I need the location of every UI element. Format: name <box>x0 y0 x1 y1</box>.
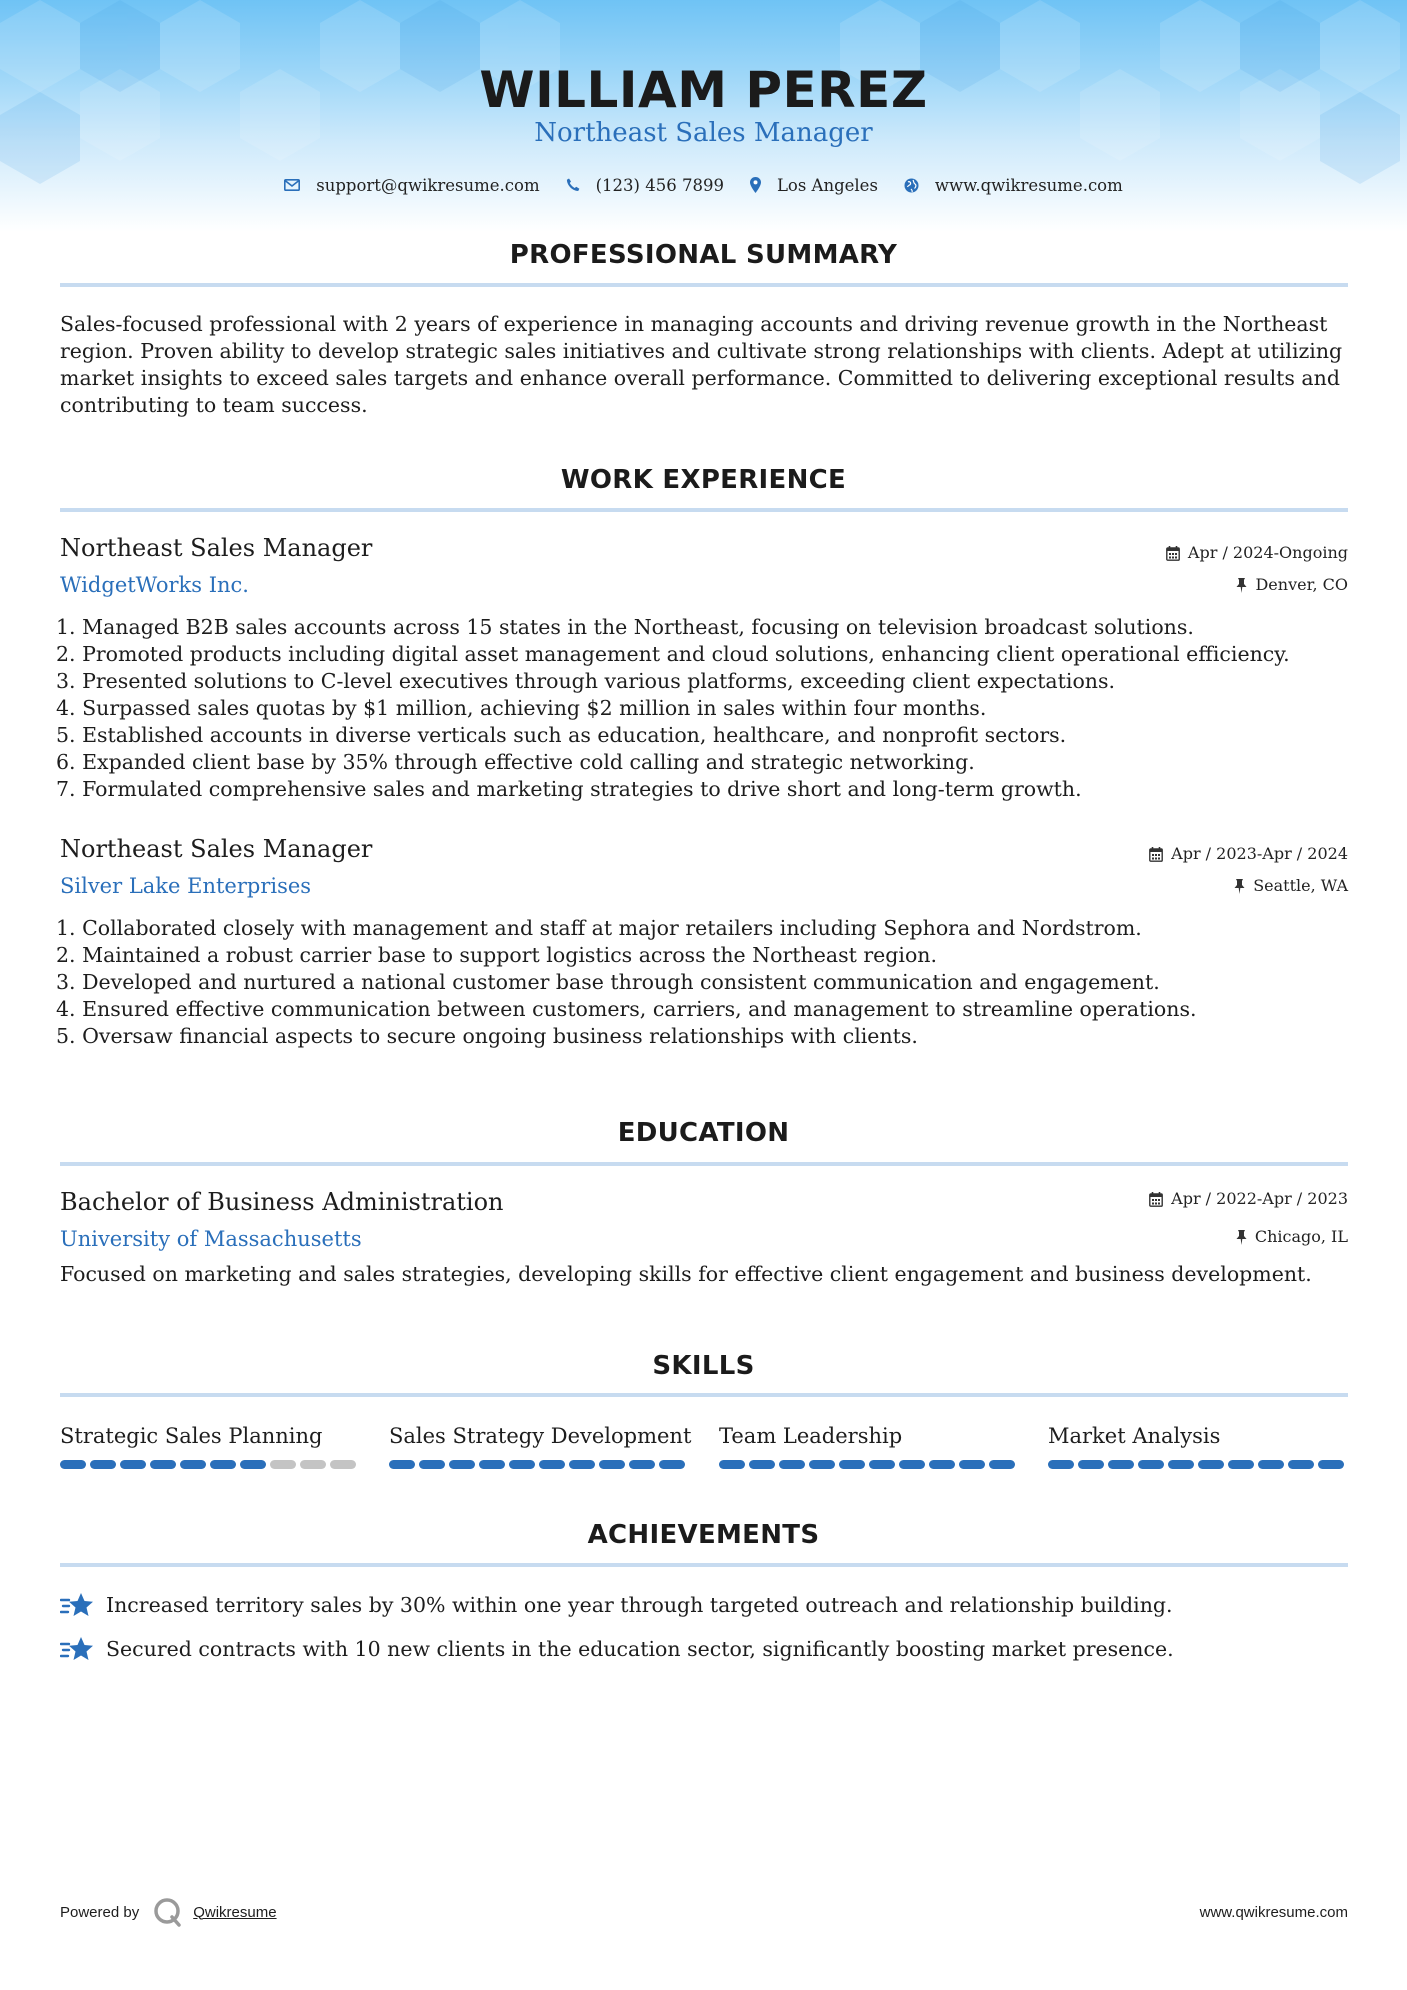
summary-text <box>60 311 1350 419</box>
skill-dot-filled <box>599 1460 625 1469</box>
skill-dot-filled <box>1078 1460 1104 1469</box>
skill-dot-filled <box>929 1460 955 1469</box>
contact-website[interactable] <box>904 176 1123 195</box>
list-item: 1. Collaborated closely with management and staff at major retailers including Sephora and Nordstrom. <box>56 916 1142 940</box>
education-dates-text: Apr / 2022-Apr / 2023 <box>1171 1189 1348 1208</box>
skill-item <box>719 1422 1019 1469</box>
skill-dot-filled <box>449 1460 475 1469</box>
pushpin-icon <box>1236 1230 1247 1245</box>
list-item: 4. Ensured effective communication between customers, carriers, and management to streamline operations. <box>56 997 1197 1021</box>
calendar-icon <box>1149 1192 1163 1207</box>
skill-dot-empty <box>300 1460 326 1469</box>
skill-item <box>1048 1422 1348 1469</box>
summary-line: Sales-focused professional with 2 years of experience in managing accounts and driving revenue growth in the Northeast <box>60 312 1328 336</box>
job-title: Northeast Sales Manager <box>60 835 373 863</box>
summary-line: contributing to team success. <box>60 393 368 417</box>
list-item: 3. Presented solutions to C-level executives through various platforms, exceeding client expectations. <box>56 669 1116 693</box>
job-location-text: Seattle, WA <box>1253 876 1348 895</box>
contact-phone[interactable] <box>566 176 724 195</box>
skill-name: Market Analysis <box>1048 1424 1221 1448</box>
achievement-item <box>60 1591 1350 1619</box>
skill-dot-filled <box>899 1460 925 1469</box>
skill-dot-filled <box>90 1460 116 1469</box>
star-icon <box>60 1635 94 1663</box>
candidate-title: Northeast Sales Manager <box>534 118 873 148</box>
website-text: www.qwikresume.com <box>934 175 1123 195</box>
job-company: WidgetWorks Inc. <box>60 573 249 597</box>
skill-dot-filled <box>1318 1460 1344 1469</box>
contact-email[interactable] <box>284 176 539 195</box>
skill-dot-filled <box>749 1460 775 1469</box>
skill-dot-filled <box>240 1460 266 1469</box>
skill-dot-filled <box>150 1460 176 1469</box>
skill-dot-filled <box>959 1460 985 1469</box>
skill-dot-filled <box>719 1460 745 1469</box>
summary-line: region. Proven ability to develop strategic sales initiatives and cultivate strong relationships with clients. Adept at utilizing <box>60 339 1343 363</box>
education-heading: EDUCATION <box>617 1118 790 1148</box>
qwikresume-logo-icon <box>153 1897 183 1927</box>
contact-bar <box>0 172 1407 198</box>
achievements-divider <box>60 1563 1348 1567</box>
list-item: 7. Formulated comprehensive sales and marketing strategies to drive short and long-term growth. <box>56 777 1082 801</box>
skill-rating <box>1048 1460 1348 1469</box>
summary-divider <box>60 283 1348 287</box>
skill-name: Team Leadership <box>719 1424 903 1448</box>
job-location <box>1236 574 1348 596</box>
skill-dot-filled <box>569 1460 595 1469</box>
skill-dot-filled <box>1168 1460 1194 1469</box>
skill-dot-filled <box>389 1460 415 1469</box>
achievement-text: Secured contracts with 10 new clients in the education sector, significantly boosting market presence. <box>106 1636 1174 1661</box>
education-description: Focused on marketing and sales strategies, developing skills for effective client engagement and business development. <box>60 1262 1312 1286</box>
phone-icon <box>566 178 580 192</box>
location-text: Los Angeles <box>776 175 878 195</box>
job-dates <box>1149 843 1348 865</box>
job-bullets <box>56 614 1356 803</box>
job-dates-text: Apr / 2024-Ongoing <box>1187 543 1348 562</box>
skill-dot-empty <box>330 1460 356 1469</box>
map-marker-icon <box>750 177 761 193</box>
list-item: 1. Managed B2B sales accounts across 15 states in the Northeast, focusing on television broadcast solutions. <box>56 615 1194 639</box>
skill-dot-filled <box>659 1460 685 1469</box>
skill-dot-filled <box>809 1460 835 1469</box>
pushpin-icon <box>1234 879 1245 894</box>
globe-icon <box>904 178 919 193</box>
powered-by-label: Powered by <box>60 1903 140 1921</box>
skill-rating <box>389 1460 689 1469</box>
job-company: Silver Lake Enterprises <box>60 874 312 898</box>
skill-dot-filled <box>419 1460 445 1469</box>
list-item: 4. Surpassed sales quotas by $1 million, achieving $2 million in sales within four months. <box>56 696 987 720</box>
skill-dot-filled <box>869 1460 895 1469</box>
skill-dot-filled <box>539 1460 565 1469</box>
achievements-heading: ACHIEVEMENTS <box>587 1520 820 1550</box>
skill-dot-filled <box>1258 1460 1284 1469</box>
calendar-icon <box>1149 847 1163 862</box>
job-bullets <box>56 915 1356 1050</box>
skill-dot-filled <box>479 1460 505 1469</box>
summary-heading: PROFESSIONAL SUMMARY <box>509 240 898 270</box>
skill-dot-filled <box>839 1460 865 1469</box>
skill-name: Strategic Sales Planning <box>60 1424 323 1448</box>
pushpin-icon <box>1236 578 1247 593</box>
skill-dot-filled <box>1198 1460 1224 1469</box>
skill-item <box>389 1422 692 1469</box>
qwikresume-link[interactable]: Qwikresume <box>193 1903 277 1921</box>
skill-rating <box>60 1460 360 1469</box>
skill-dot-filled <box>210 1460 236 1469</box>
skill-dot-filled <box>1108 1460 1134 1469</box>
job-location <box>1234 875 1348 897</box>
skill-dot-filled <box>1228 1460 1254 1469</box>
skill-rating <box>719 1460 1019 1469</box>
education-degree: Bachelor of Business Administration <box>60 1188 504 1216</box>
skill-dot-filled <box>989 1460 1015 1469</box>
list-item: 5. Established accounts in diverse verticals such as education, healthcare, and nonprofit sectors. <box>56 723 1067 747</box>
job-location-text: Denver, CO <box>1255 575 1348 594</box>
skill-dot-filled <box>1138 1460 1164 1469</box>
skill-dot-filled <box>629 1460 655 1469</box>
experience-heading: WORK EXPERIENCE <box>560 465 847 495</box>
achievement-item <box>60 1635 1350 1663</box>
job-dates-text: Apr / 2023-Apr / 2024 <box>1171 844 1348 863</box>
candidate-name: WILLIAM PEREZ <box>479 61 928 119</box>
list-item: 2. Promoted products including digital asset management and cloud solutions, enhancing client operational efficiency. <box>56 642 1290 666</box>
skill-dot-filled <box>779 1460 805 1469</box>
skill-dot-filled <box>60 1460 86 1469</box>
achievement-text: Increased territory sales by 30% within one year through targeted outreach and relationship building. <box>106 1592 1173 1617</box>
education-location <box>1236 1226 1348 1248</box>
list-item: 6. Expanded client base by 35% through effective cold calling and strategic networking. <box>56 750 975 774</box>
phone-text: (123) 456 7899 <box>595 175 724 195</box>
skill-dot-filled <box>180 1460 206 1469</box>
list-item: 5. Oversaw financial aspects to secure ongoing business relationships with clients. <box>56 1024 918 1048</box>
calendar-icon <box>1166 546 1180 561</box>
job-dates <box>1166 542 1348 564</box>
education-divider <box>60 1162 1348 1166</box>
skill-dot-filled <box>509 1460 535 1469</box>
list-item: 2. Maintained a robust carrier base to support logistics across the Northeast region. <box>56 943 938 967</box>
footer-powered-by <box>60 1897 277 1927</box>
skill-dot-filled <box>1048 1460 1074 1469</box>
skill-name: Sales Strategy Development <box>389 1424 692 1448</box>
experience-divider <box>60 508 1348 512</box>
skills-divider <box>60 1393 1348 1397</box>
list-item: 3. Developed and nurtured a national customer base through consistent communication and engagement. <box>56 970 1160 994</box>
job-title: Northeast Sales Manager <box>60 534 373 562</box>
skill-item <box>60 1422 360 1469</box>
education-dates <box>1149 1188 1348 1210</box>
skills-heading: SKILLS <box>652 1351 755 1381</box>
summary-line: market insights to exceed sales targets and enhance overall performance. Committed to delivering exceptional results and <box>60 366 1340 390</box>
footer-website[interactable]: www.qwikresume.com <box>1199 1904 1348 1921</box>
star-icon <box>60 1591 94 1619</box>
skill-dot-filled <box>120 1460 146 1469</box>
skill-dot-empty <box>270 1460 296 1469</box>
email-text: support@qwikresume.com <box>316 175 540 195</box>
education-school: University of Massachusetts <box>60 1227 362 1251</box>
contact-location <box>750 176 878 195</box>
skill-dot-filled <box>1288 1460 1314 1469</box>
education-location-text: Chicago, IL <box>1254 1227 1348 1246</box>
envelope-icon <box>284 179 300 191</box>
